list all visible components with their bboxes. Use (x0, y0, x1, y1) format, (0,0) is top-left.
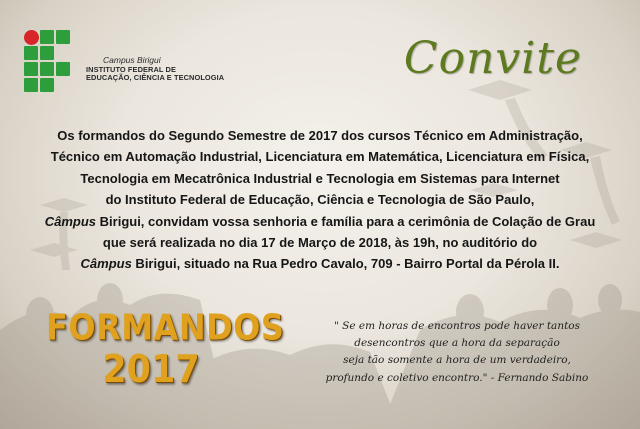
body-line: Tecnologia em Mecatrônica Industrial e Tecnologia em Sistemas para Internet (80, 170, 560, 186)
body-line (14, 211, 626, 232)
formandos-year: 2017 (102, 348, 200, 392)
quote (298, 318, 616, 387)
body-line: Técnico em Automação Industrial, Licenciatura em Matemática, Licenciatura em Física, (50, 149, 590, 165)
body-line: do Instituto Federal de Educação, Ciência e Tecnologia de São Paulo, (105, 192, 535, 208)
invitation-body (14, 125, 626, 275)
campus-word: Câmpus (80, 256, 132, 272)
body-line (14, 253, 626, 274)
quote-line: desencontros que a hora da separação (354, 337, 560, 350)
body-line-text: Birigui, situado na Rua Pedro Cavalo, 709 - Bairro Portal da Pérola II. (131, 256, 560, 272)
logo-square (40, 62, 54, 76)
invitation-title: Convite (403, 33, 583, 84)
campus-name: Campus Birigui (103, 55, 161, 65)
quote-line: seja tão somente a hora de um verdadeiro, (343, 354, 571, 367)
logo-square (24, 62, 38, 76)
logo-square (24, 78, 38, 92)
logo-red-dot (24, 30, 39, 45)
body-line: Os formandos do Segundo Semestre de 2017 dos cursos Técnico em Administração, (57, 128, 583, 143)
quote-line: " Se em horas de encontros pode haver tantos (333, 320, 581, 332)
body-line: que será realizada no dia 17 de Março de 2018, às 19h, no auditório do (102, 235, 538, 251)
body-line-text: Birigui, convidam vossa senhoria e família para a cerimônia de Colação de Grau (96, 213, 596, 229)
formandos-banner (46, 305, 285, 392)
campus-word: Câmpus (44, 213, 97, 229)
quote-line: profundo e coletivo encontro." - Fernando Sabino (325, 371, 589, 384)
institute-logo (24, 30, 86, 92)
institute-line-2: EDUCAÇÃO, CIÊNCIA E TECNOLOGIA (86, 73, 225, 83)
logo-square (40, 46, 54, 60)
logo-square (56, 30, 70, 44)
logo-square (24, 46, 38, 60)
institute-name (86, 56, 224, 83)
logo-square (40, 78, 54, 92)
logo-square (40, 30, 54, 44)
logo-square (56, 62, 70, 76)
formandos-word: FORMANDOS (46, 305, 285, 349)
institute-line-1: INSTITUTO FEDERAL DE (86, 64, 177, 74)
